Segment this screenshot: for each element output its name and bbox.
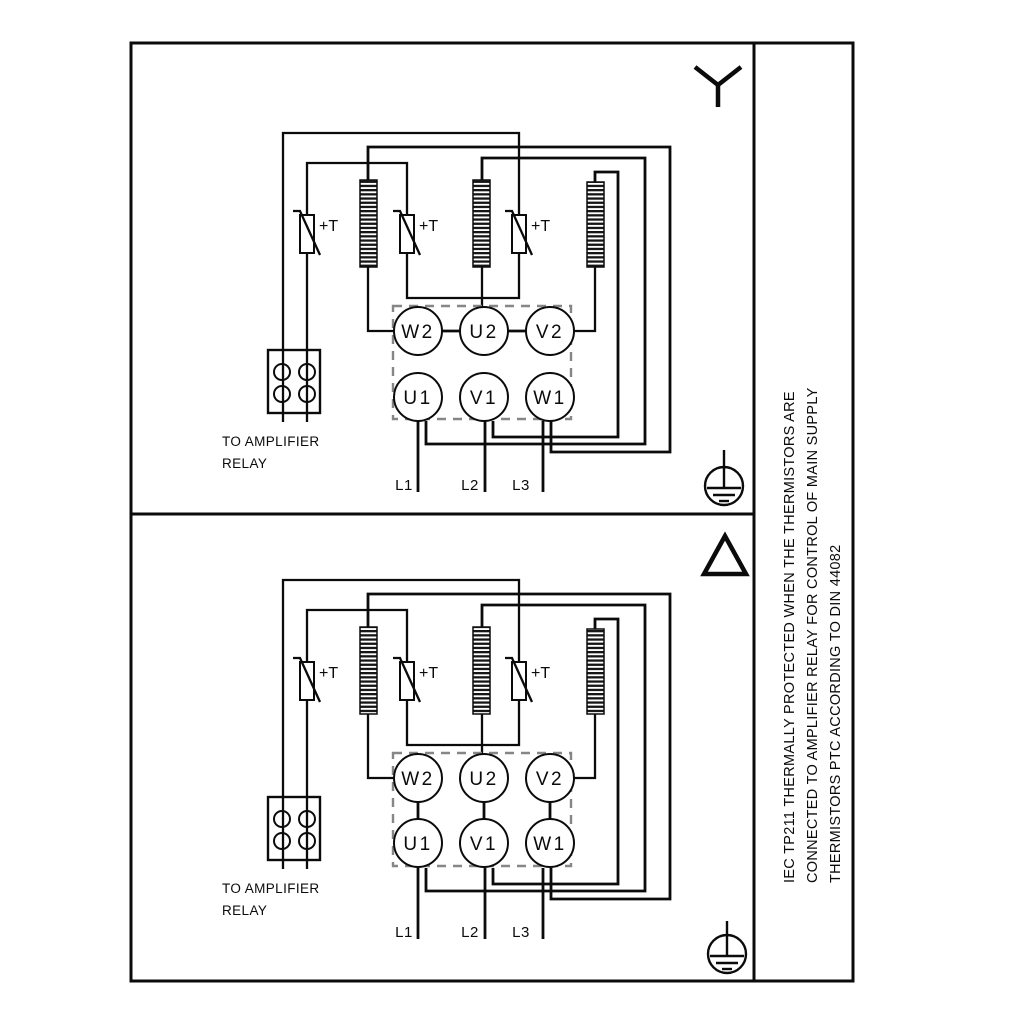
thermistor-label: +T [419, 665, 439, 682]
supply-line-label: L3 [512, 924, 530, 941]
star-connection-icon [695, 67, 741, 107]
relay-note-line1: TO AMPLIFIER [222, 881, 320, 896]
terminal-label: V1 [469, 388, 499, 409]
terminal-circles [394, 307, 574, 421]
terminal-label: U2 [469, 322, 499, 343]
supply-line-label: L2 [461, 924, 479, 941]
thermistor-label: +T [531, 218, 551, 235]
motor-winding [360, 627, 377, 714]
terminal-label: V2 [535, 769, 565, 790]
supply-line-label: L1 [395, 477, 413, 494]
motor-winding [587, 629, 604, 714]
thermistor-icon [393, 211, 438, 255]
thermistor-label: +T [319, 218, 339, 235]
delta-connection-icon [704, 536, 746, 574]
terminal-label: V2 [535, 322, 565, 343]
supply-line-label: L1 [395, 924, 413, 941]
motor-winding [473, 180, 490, 267]
thermistor-icon [293, 658, 338, 702]
motor-winding [360, 180, 377, 267]
motor-winding [587, 182, 604, 267]
terminal-label: U1 [403, 834, 433, 855]
relay-note-line2: RELAY [222, 456, 268, 471]
relay-note-line2: RELAY [222, 903, 268, 918]
terminal-label: W2 [401, 322, 435, 343]
terminal-label: W2 [401, 769, 435, 790]
side-note [782, 387, 844, 883]
thermistor-label: +T [319, 665, 339, 682]
side-note-line2: CONNECTED TO AMPLIFIER RELAY FOR CONTROL OF MAIN SUPPLY [805, 387, 821, 883]
terminal-label: V1 [469, 834, 499, 855]
thermistor-icon [505, 658, 550, 702]
protective-earth-icon [705, 450, 743, 505]
thermistor-icon [505, 211, 550, 255]
thermistor-label: +T [531, 665, 551, 682]
side-note-line1: IEC TP211 THERMALLY PROTECTED WHEN THE THERMISTORS ARE [782, 391, 798, 883]
protective-earth-icon [708, 921, 746, 973]
terminal-label: W1 [533, 834, 567, 855]
thermistor-label: +T [419, 218, 439, 235]
star-panel [222, 67, 743, 505]
thermistor-icon [293, 211, 338, 255]
delta-panel [222, 536, 746, 973]
relay-note-line1: TO AMPLIFIER [222, 434, 320, 449]
supply-line-label: L2 [461, 477, 479, 494]
terminal-label: U1 [403, 388, 433, 409]
thermistor-icon [393, 658, 438, 702]
supply-line-label: L3 [512, 477, 530, 494]
terminal-label: W1 [533, 388, 567, 409]
side-note-line3: THERMISTORS PTC ACCORDING TO DIN 44082 [828, 544, 844, 883]
motor-winding [473, 627, 490, 714]
amplifier-relay-box [268, 797, 320, 860]
terminal-label: U2 [469, 769, 499, 790]
amplifier-relay-box [268, 350, 320, 413]
